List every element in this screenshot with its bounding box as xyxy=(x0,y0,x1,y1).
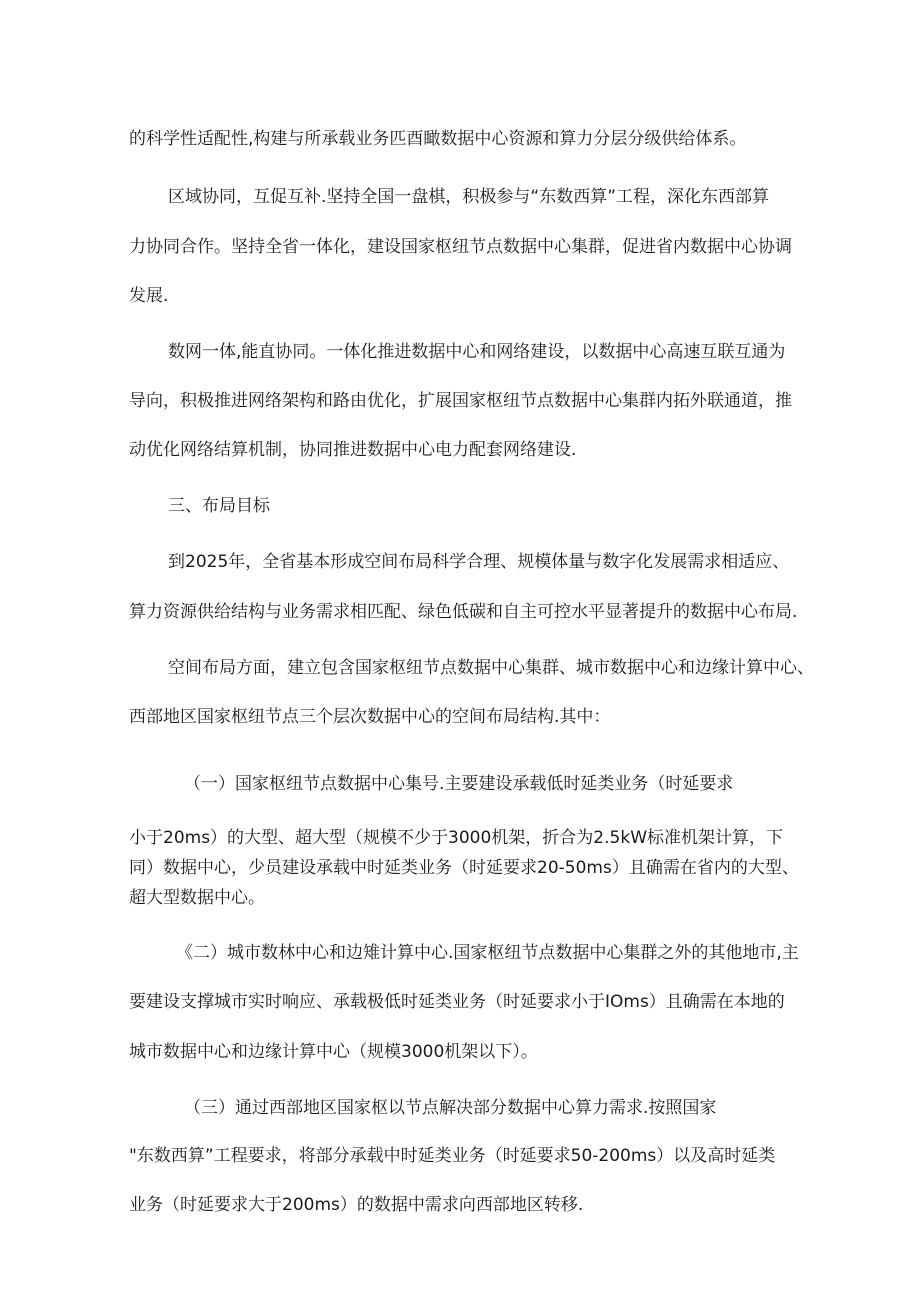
text-line: 算力资源供给结构与业务需求相匹配、绿色低碳和自主可控水平显著提升的数据中心布局. xyxy=(129,602,798,622)
text-line: 数网一体,能直协同。一体化推进数据中心和网络建设，以数据中心高速互联互通为 xyxy=(168,342,786,362)
text-line: "东数西算”工程要求，将部分承载中时延类业务（时延要求50-200ms）以及高时延类 xyxy=(129,1146,776,1166)
text-line: 的科学性适配性,构建与所承载业务匹酉瞰数据中心资源和算力分层分级供给体系。 xyxy=(129,129,747,149)
text-line: 导向，积极推进网络架构和路由优化，扩展国家枢纽节点数据中心集群内拓外联通道，推 xyxy=(129,391,792,411)
text-line: 小于20ms）的大型、超大型（规模不少于3000机架，折合为2.5kW标准机架计算，下 xyxy=(129,828,784,848)
text-line: 空间布局方面，建立包含国家枢纽节点数据中心集群、城市数据中心和边缘计算中心、 xyxy=(168,658,814,678)
text-line: 同）数据中心，少员建设承载中时延类业务（时延要求20-50ms）且确需在省内的大型、 xyxy=(129,858,799,878)
section-heading: 三、布局目标 xyxy=(168,496,270,516)
text-line: 要建设支撑城市实时响应、承载极低时延类业务（时延要求小于IOms）且确需在本地的 xyxy=(129,992,785,1012)
text-line: 力协同合作。坚持全省一体化，建设国家枢纽节点数据中心集群，促进省内数据中心协调 xyxy=(129,237,792,257)
text-line: 《二）城市数林中心和边雉计算中心.国家枢纽节点数据中心集群之外的其他地市,主 xyxy=(176,943,799,963)
text-line: 西部地区国家枢纽节点三个层次数据中心的空间布局结构.其中： xyxy=(129,707,611,727)
text-line: 动优化网络结算机制，协同推进数据中心电力配套网络建设. xyxy=(129,440,577,460)
text-line: （三）通过西部地区国家枢以节点解决部分数据中心算力需求.按照国家 xyxy=(184,1098,717,1118)
text-line: 超大型数据中心。 xyxy=(129,888,265,908)
text-line: 到2025年，全省基本形成空间布局科学合理、规模体量与数字化发展需求相适应、 xyxy=(168,552,790,572)
text-line: 发展. xyxy=(129,286,169,306)
text-line: 城市数据中心和边缘计算中心（规模3000机架以下）。 xyxy=(129,1042,538,1062)
text-line: （一）国家枢纽节点数据中心集号.主要建设承载低时延类业务（时延要求 xyxy=(184,774,734,794)
text-line: 业务（时延要求大于200ms）的数据中需求向西部地区转移. xyxy=(129,1195,584,1215)
text-line: 区域协同，互促互补.坚持全国一盘棋，积极参与“东数西算”工程，深化东西部算 xyxy=(168,187,770,207)
